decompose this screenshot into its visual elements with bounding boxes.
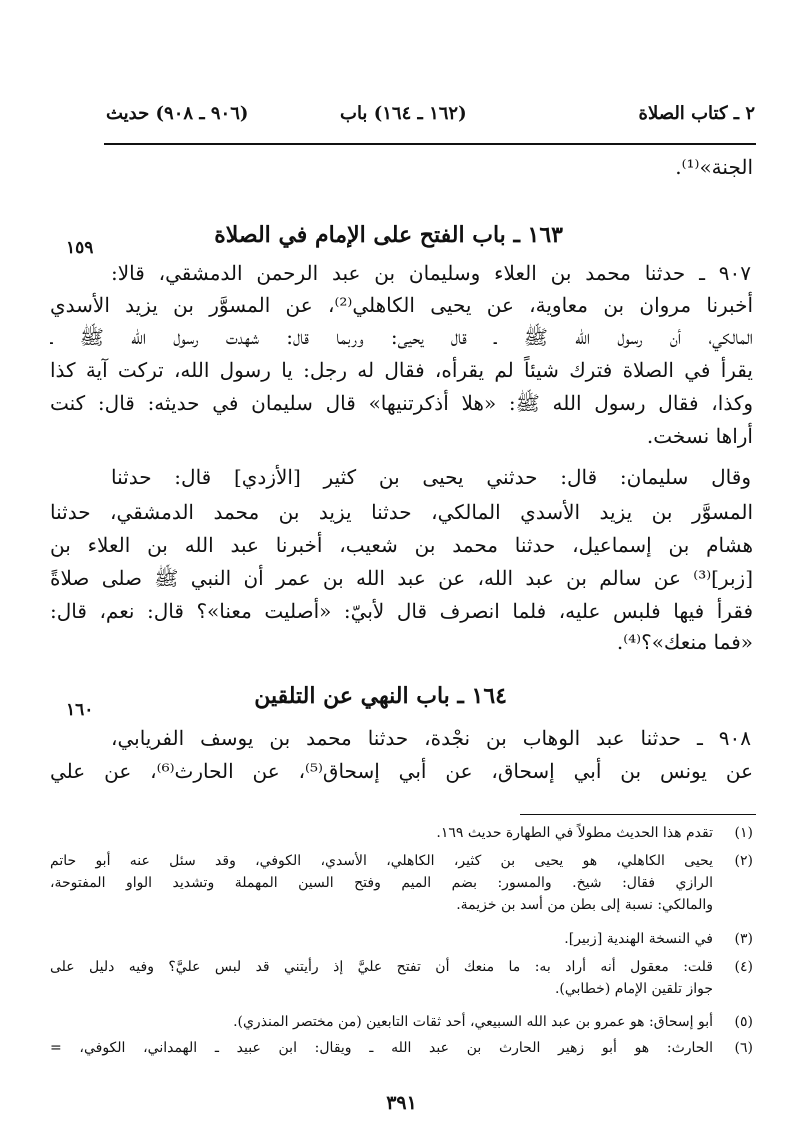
header-chapter-range: (١٦٢ ـ ١٦٤) باب bbox=[340, 103, 467, 124]
section-title-163: ١٦٣ ـ باب الفتح على الإمام في الصلاة bbox=[214, 222, 563, 248]
text-line: يقرأ في الصلاة فترك شيئاً لم يقرأه، فقال له رجل: يا رسول الله، تركت آية كذا bbox=[50, 358, 753, 382]
footnote-number: (٣) bbox=[734, 931, 753, 947]
footnote-line: جواز تلقين الإمام (خطابي). bbox=[554, 981, 713, 997]
carry-over-text: الجنة»⁽¹⁾. bbox=[675, 155, 753, 179]
text-line: «فما منعك»؟⁽⁴⁾. bbox=[616, 630, 753, 654]
footnote-line: أبو إسحاق: هو عمرو بن عبد الله السبيعي، أحد ثقات التابعين (من مختصر المنذري). bbox=[233, 1014, 713, 1030]
text-line: [زبر]⁽³⁾ عن سالم بن عبد الله، عن عبد الله بن عمر أن النبي ﷺ صلى صلاةً bbox=[50, 566, 753, 590]
footnote-divider bbox=[520, 814, 756, 815]
footnote-line: تقدم هذا الحديث مطولاً في الطهارة حديث ١٦٩. bbox=[436, 825, 713, 841]
footnote-4 bbox=[50, 956, 753, 1000]
text-line: عن يونس بن أبي إسحاق، عن أبي إسحاق⁽⁵⁾، عن الحارث⁽⁶⁾، عن علي bbox=[50, 759, 753, 783]
footnote-number: (٢) bbox=[734, 853, 753, 869]
footnote-number: (١) bbox=[734, 825, 753, 841]
footnote-line: في النسخة الهندية [زبير]. bbox=[564, 931, 713, 947]
footnote-line: الرازي فقال: شيخ. والمسور: بضم الميم وفتح السين المهملة وتشديد الواو المفتوحة، bbox=[50, 875, 713, 891]
text-line: وكذا، فقال رسول الله ﷺ: «هلا أذكرتنيها» قال سليمان في حديثه: قال: كنت bbox=[50, 391, 753, 415]
text-line: ٩٠٨ ـ حدثنا عبد الوهاب بن نجْدة، حدثنا محمد بن يوسف الفريابي، bbox=[111, 726, 751, 750]
text-line: هشام بن إسماعيل، حدثنا محمد بن شعيب، أخبرنا عبد الله بن العلاء بن bbox=[50, 533, 753, 557]
margin-number-159: ١٥٩ bbox=[66, 238, 94, 258]
footnote-number: (٥) bbox=[734, 1014, 753, 1030]
footnote-3 bbox=[50, 928, 753, 950]
text-line: فقرأ فيها فلبس عليه، فلما انصرف قال لأبيّ: «أصليت معنا»؟ قال: نعم، قال: bbox=[50, 599, 753, 623]
margin-number-160: ١٦٠ bbox=[66, 700, 94, 720]
page-number: ٣٩١ bbox=[386, 1092, 417, 1114]
header-divider bbox=[104, 143, 756, 145]
footnote-line: الحارث: هو أبو زهير الحارث بن عبد الله ـ ويقال: ابن عبيد ـ الهمداني، الكوفي، = bbox=[50, 1040, 713, 1056]
footnote-number: (٦) bbox=[734, 1040, 753, 1056]
footnote-5 bbox=[50, 1011, 753, 1033]
footnote-line: قلت: معقول أنه أراد به: ما منعك أن تفتح عليَّ إذ رأيتني قد لبس عليَّ؟ وفيه دليل على bbox=[50, 959, 713, 975]
header-hadith-range: (٩٠٦ ـ ٩٠٨) حديث bbox=[106, 103, 249, 124]
footnote-6 bbox=[50, 1037, 753, 1059]
text-line: أراها نسخت. bbox=[646, 424, 753, 448]
footnote-number: (٤) bbox=[734, 959, 753, 975]
text-line: المسوَّر بن يزيد الأسدي المالكي، حدثنا يزيد بن محمد الدمشقي، حدثنا bbox=[50, 500, 753, 524]
footnote-2 bbox=[50, 850, 753, 916]
text-line: أخبرنا مروان بن معاوية، عن يحيى الكاهلي⁽²⁾، عن المسوَّر بن يزيد الأسدي bbox=[50, 293, 753, 317]
text-line: ٩٠٧ ـ حدثنا محمد بن العلاء وسليمان بن عبد الرحمن الدمشقي، قالا: bbox=[111, 261, 751, 285]
header-book-title: ٢ ـ كتاب الصلاة bbox=[638, 103, 755, 124]
footnote-1 bbox=[50, 822, 753, 844]
text-line: وقال سليمان: قال: حدثني يحيى بن كثير [الأزدي] قال: حدثنا bbox=[111, 465, 751, 489]
footnote-line: والمالكي: نسبة إلى بطن من أسد بن خزيمة. bbox=[456, 897, 713, 913]
footnote-line: يحيى الكاهلي، هو يحيى بن كثير، الكاهلي، الأسدي، الكوفي، وقد سئل عنه أبو حاتم bbox=[50, 853, 713, 869]
section-title-164: ١٦٤ ـ باب النهي عن التلقين bbox=[254, 683, 507, 709]
text-line: المالكي، أن رسول الله ﷺ ـ قال يحيى: وربما قال: شهدت رسول الله ﷺ ـ bbox=[50, 325, 753, 349]
